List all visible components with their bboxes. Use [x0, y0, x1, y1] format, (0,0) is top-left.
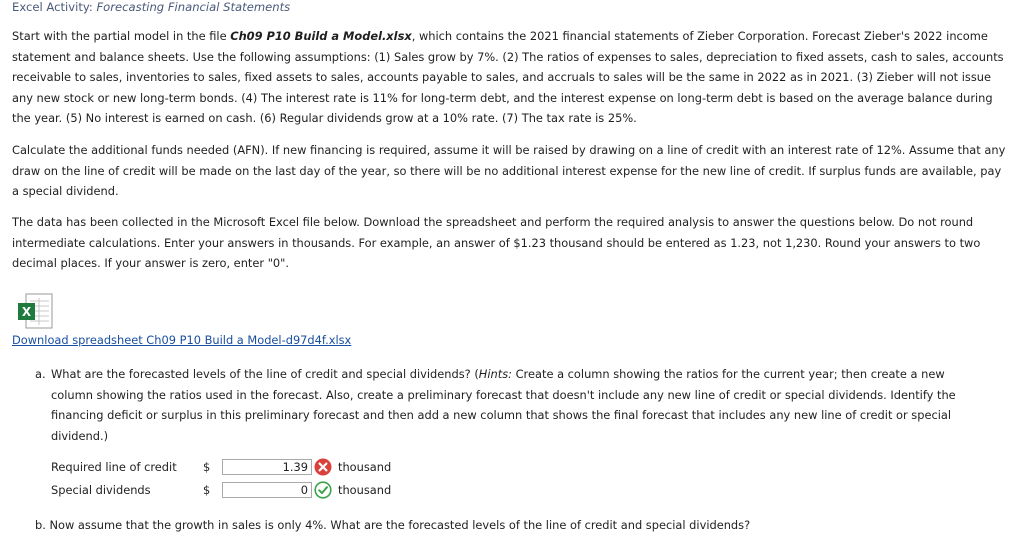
excel-file-icon[interactable]	[16, 292, 54, 330]
unit-label: thousand	[338, 460, 392, 474]
unit-label: thousand	[338, 483, 392, 497]
question-a-label: a.	[35, 367, 46, 381]
correct-check-icon	[314, 481, 332, 499]
question-a-text-a: What are the forecasted levels of the line of credit and special dividends? (	[51, 367, 479, 381]
currency-symbol: $	[203, 483, 211, 497]
question-a-text-b: Create a column showing the ratios for the current year; then create a new column showing the ratios used in the forecast. Also, create a preliminary forecast that doesn't include any new line of credit or special dividends. Identify the financing deficit or surplus in this preliminary forecast and then add a new column that shows the final forecast that includes any new line of credit or special dividend.)	[51, 367, 956, 443]
intro-paragraph-2: Calculate the additional funds needed (AFN). If new financing is required, assume it will be raised by drawing on a line of credit with an interest rate of 12%. Assume that any draw on the line of credit will be made on the last day of the year, so there will be no additional interest expense for the new line of credit. If surplus funds are available, pay a special dividend.	[12, 143, 1006, 198]
intro-paragraph-1	[12, 26, 1007, 129]
hints-label: Hints:	[478, 367, 512, 381]
download-spreadsheet-link[interactable]: Download spreadsheet Ch09 P10 Build a Model-d97d4f.xlsx	[12, 333, 352, 347]
intro-text-b: , which contains the 2021 financial statements of Zieber Corporation. Forecast Zieber's 2022 income statement and balance sheets. Use the following assumptions: (1) Sales grow by 7%. (2) The ratios of expenses to sales, depreciation to fixed assets, cash to sales, accounts receivable to sales, inventories to sales, fixed assets to sales, accounts payable to sales, and accruals to sales will be the same in 2022 as in 2021. (3) Zieber will not issue any new stock or new long-term bonds. (4) The interest rate is 11% for long-term debt, and the interest expense on long-term debt is based on the average balance during the year. (5) No interest is earned on cash. (6) Regular dividends grow at a 10% rate. (7) The tax rate is 25%.	[12, 29, 1004, 125]
question-a-text	[51, 364, 985, 446]
special-dividends-label: Special dividends	[51, 483, 151, 497]
excel-icon-letter: X	[21, 305, 32, 319]
answer-row-special-dividends	[51, 481, 391, 499]
activity-title	[12, 0, 290, 14]
title-topic: Forecasting Financial Statements	[96, 0, 291, 14]
incorrect-icon	[314, 458, 332, 476]
question-a	[35, 364, 985, 446]
intro-paragraph-3: The data has been collected in the Microsoft Excel file below. Download the spreadsheet and perform the required analysis to answer the questions below. Do not round intermediate calculations. Enter your answers in thousands. For example, an answer of $1.23 thousand should be entered as 1.23, not 1,230. Round your answers to two decimal places. If your answer is zero, enter "0".	[12, 215, 981, 270]
model-file-name: Ch09 P10 Build a Model.xlsx	[230, 29, 412, 43]
intro-text-a: Start with the partial model in the file	[12, 29, 231, 43]
question-b-label: b.	[35, 518, 46, 532]
question-b	[35, 515, 750, 536]
currency-symbol: $	[203, 460, 211, 474]
line-of-credit-input[interactable]	[222, 459, 312, 475]
title-prefix: Excel Activity:	[12, 0, 97, 14]
special-dividends-input[interactable]	[222, 482, 312, 498]
question-b-text: Now assume that the growth in sales is only 4%. What are the forecasted levels of the line of credit and special dividends?	[49, 518, 751, 532]
line-of-credit-label: Required line of credit	[51, 460, 177, 474]
answer-row-line-of-credit	[51, 458, 391, 476]
